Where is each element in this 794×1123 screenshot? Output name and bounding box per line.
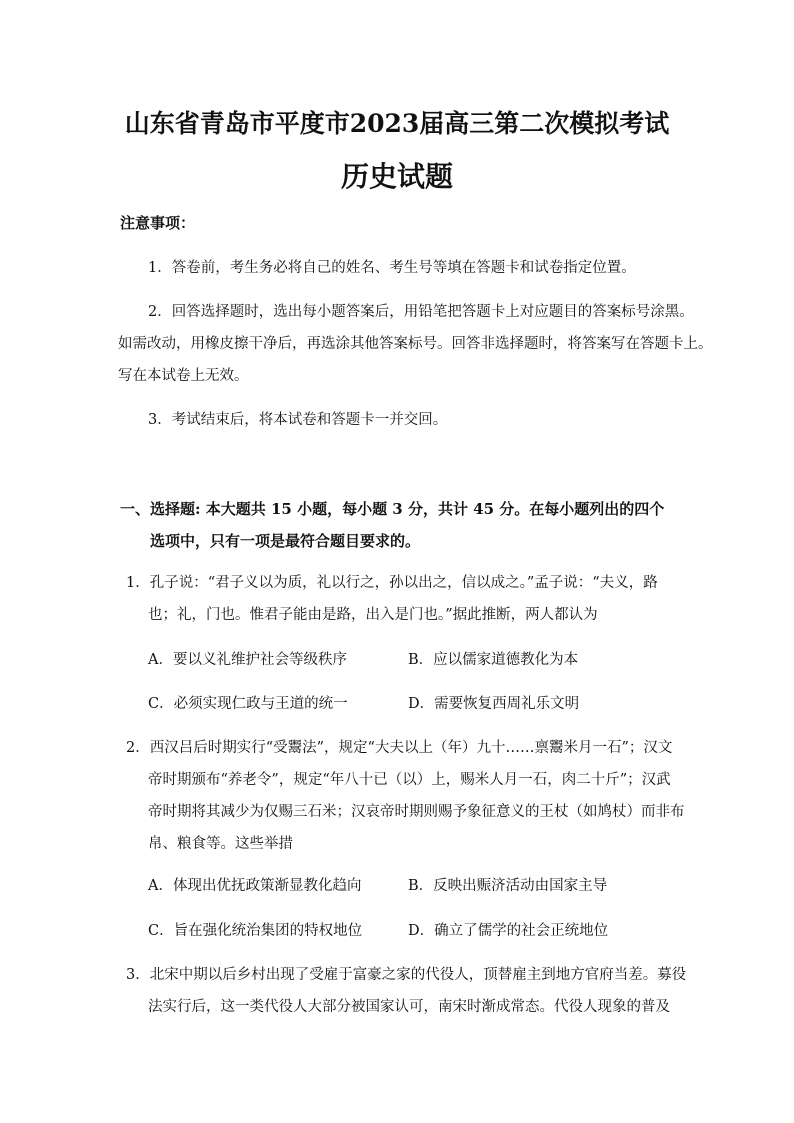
exam-subtitle: 历史试题 [340, 160, 453, 193]
question-2-option-b: B．反映出赈济活动由国家主导 [408, 878, 608, 894]
section-heading-line-1: 一、选择题: 本大题共 15 小题，每小题 3 分，共计 45 分。在每小题列出的四个 [120, 500, 665, 518]
question-1-option-a: A．要以义礼维护社会等级秩序 [148, 652, 347, 668]
question-3-line-1: 3．北宋中期以后乡村出现了受雇于富豪之家的代役人，顶替雇主到地方官府当差。募役 [126, 967, 687, 983]
notice-item-2-line-1: 2．回答选择题时，选出每小题答案后，用铅笔把答题卡上对应题目的答案标号涂黑。 [148, 304, 694, 320]
question-1-option-c: C．必须实现仁政与王道的统一 [148, 696, 348, 712]
exam-title: 山东省青岛市平度市2023届高三第二次模拟考试 [124, 109, 670, 138]
notice-item-2-line-2: 如需改动，用橡皮擦干净后，再选涂其他答案标号。回答非选择题时，将答案写在答题卡上。 [118, 336, 713, 352]
question-2-option-a: A．体现出优抚政策渐显教化趋向 [148, 878, 362, 894]
notice-item-2-line-3: 写在本试卷上无效。 [118, 368, 249, 384]
notice-item-1: 1．答卷前，考生务必将自己的姓名、考生号等填在答题卡和试卷指定位置。 [148, 260, 636, 276]
question-2-line-3: 帝时期将其减少为仅赐三石米；汉哀帝时期则赐予象征意义的王杖（如鸠杖）而非布 [148, 804, 685, 820]
section-heading-line-2: 选项中，只有一项是最符合题目要求的。 [150, 532, 421, 550]
question-1-line-1: 1．孔子说：“君子义以为质，礼以行之，孙以出之，信以成之。”孟子说：“夫义，路 [126, 575, 658, 591]
question-1-line-2: 也；礼，门也。惟君子能由是路，出入是门也。”据此推断，两人都认为 [148, 607, 598, 623]
question-2-line-4: 帛、粮食等。这些举措 [148, 836, 293, 852]
question-2-line-2: 帝时期颁布“养老令”，规定“年八十已（以）上，赐米人月一石，肉二十斤”；汉武 [148, 772, 671, 788]
question-1-option-d: D．需要恢复西周礼乐文明 [408, 696, 580, 712]
question-3-line-2: 法实行后，这一类代役人大部分被国家认可，南宋时渐成常态。代役人现象的普及 [148, 999, 670, 1015]
notice-heading: 注意事项： [120, 214, 196, 232]
question-2-option-d: D．确立了儒学的社会正统地位 [408, 923, 609, 939]
question-2-option-c: C．旨在强化统治集团的特权地位 [148, 923, 363, 939]
question-1-option-b: B．应以儒家道德教化为本 [408, 652, 579, 668]
notice-item-3: 3．考试结束后，将本试卷和答题卡一并交回。 [148, 412, 448, 428]
question-2-line-1: 2．西汉吕后时期实行“受鬻法”，规定“大夫以上（年）九十……禀鬻米月一石”；汉文 [126, 740, 673, 756]
